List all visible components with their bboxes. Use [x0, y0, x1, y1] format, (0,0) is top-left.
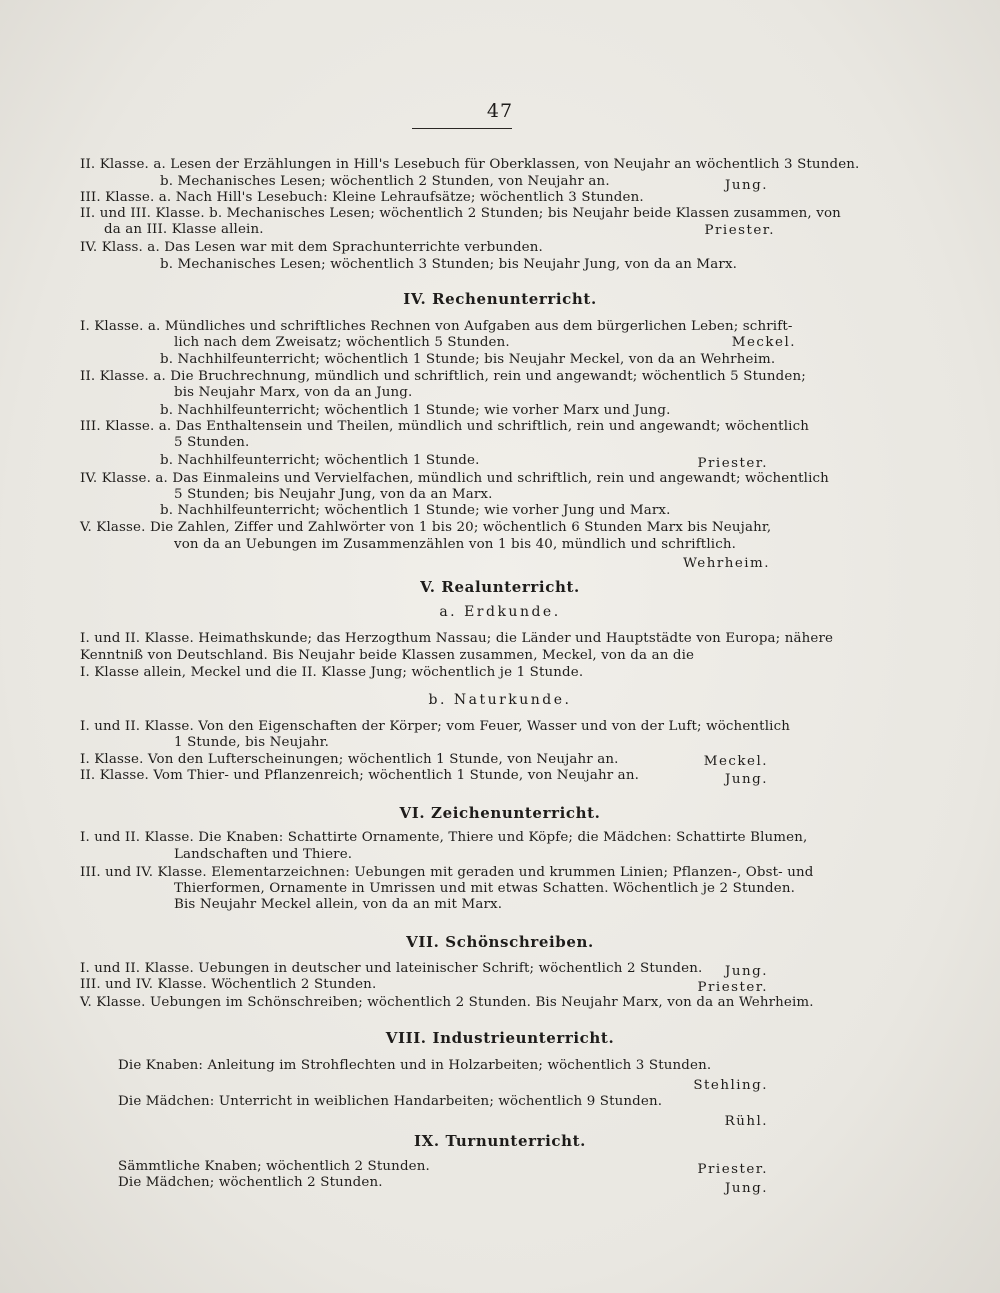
- text-line: b. Nachhilfeunterricht; wöchentlich 1 Stunde; wie vorher Jung und Marx.: [160, 503, 671, 518]
- teacher-name: Jung.: [725, 964, 768, 979]
- page-number: 47: [486, 100, 514, 122]
- text-line: II. Klasse. a. Die Bruchrechnung, mündlich und schriftlich, rein und angewandt; wöchentlich 5 Stunden;: [80, 369, 806, 384]
- text-line: Kenntniß von Deutschland. Bis Neujahr beide Klassen zusammen, Meckel, von da an die: [80, 648, 695, 663]
- text-line: IV. Klasse. a. Das Einmaleins und Vervielfachen, mündlich und schriftlich, rein und angewandt; wöchentlich: [80, 471, 829, 486]
- text-line: Die Knaben: Anleitung im Strohflechten und in Holzarbeiten; wöchentlich 3 Stunden.: [118, 1058, 712, 1073]
- text-line: lich nach dem Zweisatz; wöchentlich 5 Stunden.: [174, 335, 510, 350]
- text-line: 5 Stunden; bis Neujahr Jung, von da an Marx.: [174, 487, 493, 502]
- teacher-name: Priester.: [697, 980, 768, 995]
- teacher-name: Jung.: [725, 772, 768, 787]
- text-line: III. Klasse. a. Das Enthaltensein und Theilen, mündlich und schriftlich, rein und angewandt; wöchentlich: [80, 419, 810, 434]
- text-line: Thierformen, Ornamente in Umrissen und mit etwas Schatten. Wöchentlich je 2 Stunden.: [174, 881, 795, 896]
- text-line: Landschaften und Thiere.: [174, 847, 353, 862]
- teacher-name: Meckel.: [731, 335, 796, 350]
- text-line: Die Mädchen; wöchentlich 2 Stunden.: [118, 1175, 383, 1190]
- text-line: IV. Klass. a. Das Lesen war mit dem Sprachunterrichte verbunden.: [80, 240, 543, 255]
- text-line: I. und II. Klasse. Die Knaben: Schattirte Ornamente, Thiere und Köpfe; die Mädchen: Schattirte Blumen,: [80, 830, 808, 845]
- teacher-name: Jung.: [725, 178, 768, 193]
- text-line: I. Klasse. Von den Lufterscheinungen; wöchentlich 1 Stunde, von Neujahr an.: [80, 752, 619, 767]
- section-heading: IV. Rechenunterricht.: [403, 290, 597, 308]
- text-line: I. Klasse allein, Meckel und die II. Klasse Jung; wöchentlich je 1 Stunde.: [80, 665, 584, 680]
- teacher-name: Rühl.: [724, 1114, 768, 1129]
- text-line: b. Mechanisches Lesen; wöchentlich 2 Stunden, von Neujahr an.: [160, 174, 610, 189]
- subsection-heading: a. Erdkunde.: [439, 604, 561, 620]
- text-line: I. und II. Klasse. Heimathskunde; das Herzogthum Nassau; die Länder und Hauptstädte von Europa; nähere: [80, 631, 834, 646]
- teacher-name: Jung.: [725, 1181, 768, 1196]
- text-line: II. Klasse. a. Lesen der Erzählungen in Hill's Lesebuch für Oberklassen, von Neujahr an wöchentlich 3 Stunden.: [80, 157, 860, 172]
- section-heading: IX. Turnunterricht.: [414, 1132, 586, 1150]
- text-line: II. Klasse. Vom Thier- und Pflanzenreich; wöchentlich 1 Stunde, von Neujahr an.: [80, 768, 639, 783]
- text-line: III. und IV. Klasse. Elementarzeichnen: Uebungen mit geraden und krummen Linien; Pflanzen-, Obst- und: [80, 865, 814, 880]
- teacher-name: Meckel.: [703, 754, 768, 769]
- section-heading: VII. Schönschreiben.: [406, 933, 594, 951]
- text-line: 1 Stunde, bis Neujahr.: [174, 735, 330, 750]
- text-line: bis Neujahr Marx, von da an Jung.: [174, 385, 413, 400]
- text-line: III. und IV. Klasse. Wöchentlich 2 Stunden.: [80, 977, 377, 992]
- section-heading: VI. Zeichenunterricht.: [399, 804, 601, 822]
- text-line: b. Nachhilfeunterricht; wöchentlich 1 Stunde.: [160, 453, 480, 468]
- text-line: b. Nachhilfeunterricht; wöchentlich 1 Stunde; bis Neujahr Meckel, von da an Wehrheim.: [160, 352, 776, 367]
- teacher-name: Priester.: [697, 1162, 768, 1177]
- text-line: V. Klasse. Die Zahlen, Ziffer und Zahlwörter von 1 bis 20; wöchentlich 6 Stunden Marx bis Neujahr,: [80, 520, 772, 535]
- text-line: I. Klasse. a. Mündliches und schriftliches Rechnen von Aufgaben aus dem bürgerlichen Leben; schrift-: [80, 319, 793, 334]
- teacher-name: Priester.: [704, 223, 775, 238]
- text-line: b. Mechanisches Lesen; wöchentlich 3 Stunden; bis Neujahr Jung, von da an Marx.: [160, 257, 738, 272]
- page-number-rule: [412, 128, 512, 129]
- text-line: I. und II. Klasse. Uebungen in deutscher und lateinischer Schrift; wöchentlich 2 Stunden.: [80, 961, 703, 976]
- teacher-name: Stehling.: [693, 1078, 768, 1093]
- text-line: da an III. Klasse allein.: [104, 222, 264, 237]
- subsection-heading: b. Naturkunde.: [428, 692, 572, 708]
- text-line: b. Nachhilfeunterricht; wöchentlich 1 Stunde; wie vorher Marx und Jung.: [160, 403, 671, 418]
- text-line: III. Klasse. a. Nach Hill's Lesebuch: Kleine Lehraufsätze; wöchentlich 3 Stunden.: [80, 190, 644, 205]
- text-line: von da an Uebungen im Zusammenzählen von 1 bis 40, mündlich und schriftlich.: [174, 537, 737, 552]
- text-line: II. und III. Klasse. b. Mechanisches Lesen; wöchentlich 2 Stunden; bis Neujahr beide Klassen zusammen, von: [80, 206, 841, 221]
- teacher-name: Wehrheim.: [683, 556, 770, 571]
- section-heading: V. Realunterricht.: [420, 578, 580, 596]
- text-line: Bis Neujahr Meckel allein, von da an mit Marx.: [174, 897, 503, 912]
- text-line: Sämmtliche Knaben; wöchentlich 2 Stunden.: [118, 1159, 430, 1174]
- text-line: I. und II. Klasse. Von den Eigenschaften der Körper; vom Feuer, Wasser und von der Luft; wöchentlich: [80, 719, 790, 734]
- teacher-name: Priester.: [697, 456, 768, 471]
- section-heading: VIII. Industrieunterricht.: [385, 1029, 615, 1047]
- text-line: 5 Stunden.: [174, 435, 250, 450]
- text-line: V. Klasse. Uebungen im Schönschreiben; wöchentlich 2 Stunden. Bis Neujahr Marx, von da an Wehrheim.: [80, 995, 814, 1010]
- text-line: Die Mädchen: Unterricht in weiblichen Handarbeiten; wöchentlich 9 Stunden.: [118, 1094, 663, 1109]
